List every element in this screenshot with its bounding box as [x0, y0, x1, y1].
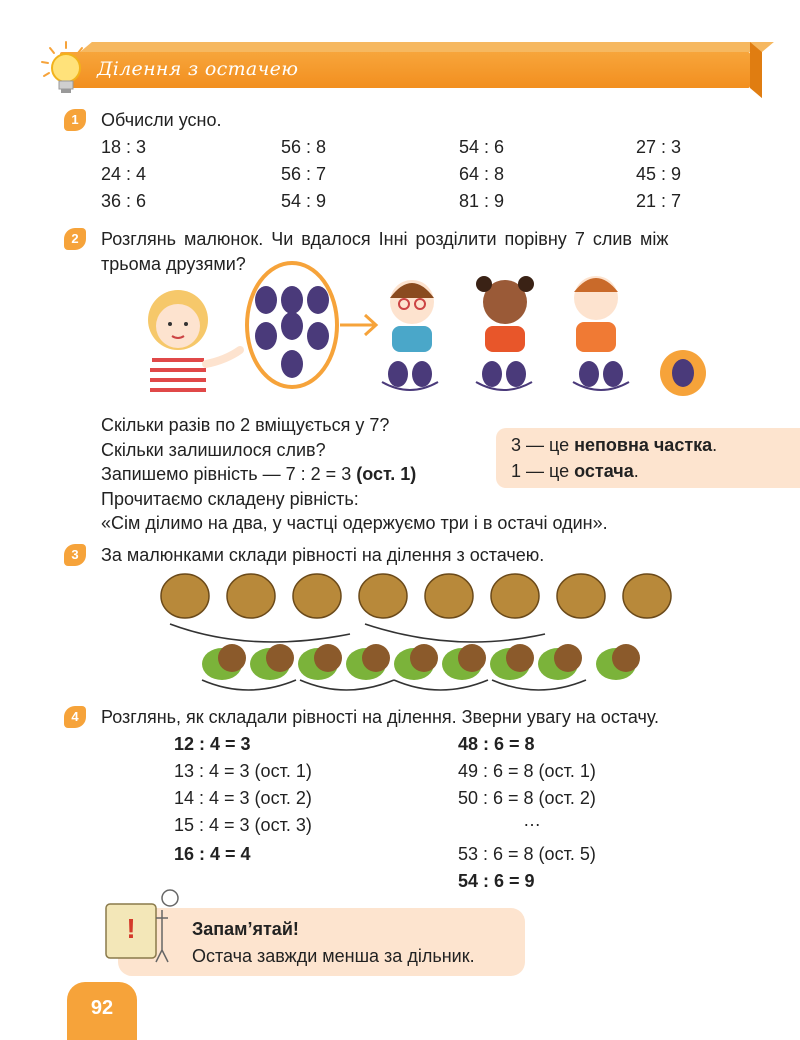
acorn-icon [202, 644, 640, 680]
expression: 27 : 3 [636, 137, 682, 157]
task-number: 3 [64, 544, 86, 566]
expression: 54 : 9 [281, 191, 327, 211]
equation: 53 : 6 = 8 (ост. 5) [458, 844, 596, 864]
info-text: 1 — це [511, 461, 570, 481]
equation: 48 : 6 = 8 [458, 734, 535, 754]
question: Скільки залишилося слив? [101, 440, 326, 460]
task-instruction: Обчисли усно. [101, 110, 222, 130]
equation-line [101, 464, 416, 485]
expression: 24 : 4 [101, 164, 147, 184]
girl-figure [148, 290, 240, 396]
equation: 50 : 6 = 8 (ост. 2) [458, 788, 596, 808]
remember-text: Остача завжди менша за дільник. [192, 946, 475, 966]
ellipsis: … [523, 810, 541, 830]
remainder-label: (ост. 1) [356, 464, 417, 484]
read-instruction: Прочитаємо складену рівність: [101, 489, 359, 509]
info-punct: . [712, 435, 718, 455]
task-instruction: За малюнками склади рівності на ділення з остачею. [101, 545, 545, 565]
svg-text:!: ! [126, 913, 136, 944]
scroll-figure-icon [98, 886, 190, 966]
info-line [511, 435, 717, 456]
quote-text: «Сім ділимо на два, у частці одержуємо три і в остачі один». [101, 513, 608, 533]
expression: 56 : 7 [281, 164, 327, 184]
equation: 15 : 4 = 3 (ост. 3) [174, 815, 312, 835]
equation: 16 : 4 = 4 [174, 844, 251, 864]
task-number: 1 [64, 109, 86, 131]
info-line [511, 461, 639, 482]
page-title: Ділення з остачею [97, 58, 299, 80]
equation: Запишемо рівність — 7 : 2 = 3 [101, 464, 352, 484]
lightbulb-icon [38, 38, 98, 102]
equation: 13 : 4 = 3 (ост. 1) [174, 761, 312, 781]
expression: 81 : 9 [459, 191, 505, 211]
info-punct: . [633, 461, 639, 481]
expression: 45 : 9 [636, 164, 682, 184]
task-instruction-cont: трьома друзями? [101, 254, 246, 274]
expression: 64 : 8 [459, 164, 505, 184]
equation: 49 : 6 = 8 (ост. 1) [458, 761, 596, 781]
info-text: 3 — це [511, 435, 570, 455]
task-instruction: Розглянь, як складали рівності на ділення. Зверни увагу на остачу. [101, 707, 660, 727]
expression: 18 : 3 [101, 137, 147, 157]
plums-illustration [130, 260, 730, 400]
task-number: 2 [64, 228, 86, 250]
expression: 56 : 8 [281, 137, 327, 157]
remember-title: Запам’ятай! [192, 919, 299, 939]
expression: 21 : 7 [636, 191, 682, 211]
plum-icon [255, 286, 329, 378]
term-incomplete-quotient: неповна частка [574, 435, 713, 455]
question: Скільки разів по 2 вміщується у 7? [101, 415, 390, 435]
task-instruction: Розглянь малюнок. Чи вдалося Інні розділити порівну 7 слив між [101, 229, 669, 249]
task-number: 4 [64, 706, 86, 728]
pinecone-icon [161, 574, 671, 618]
equation: 54 : 6 = 9 [458, 871, 535, 891]
page-number: 92 [67, 982, 137, 1040]
expression: 36 : 6 [101, 191, 147, 211]
header-bar-top [80, 42, 774, 52]
expression: 54 : 6 [459, 137, 505, 157]
equation: 12 : 4 = 3 [174, 734, 251, 754]
equation: 14 : 4 = 3 (ост. 2) [174, 788, 312, 808]
cones-acorns-illustration [150, 568, 690, 698]
term-remainder: остача [574, 461, 634, 481]
